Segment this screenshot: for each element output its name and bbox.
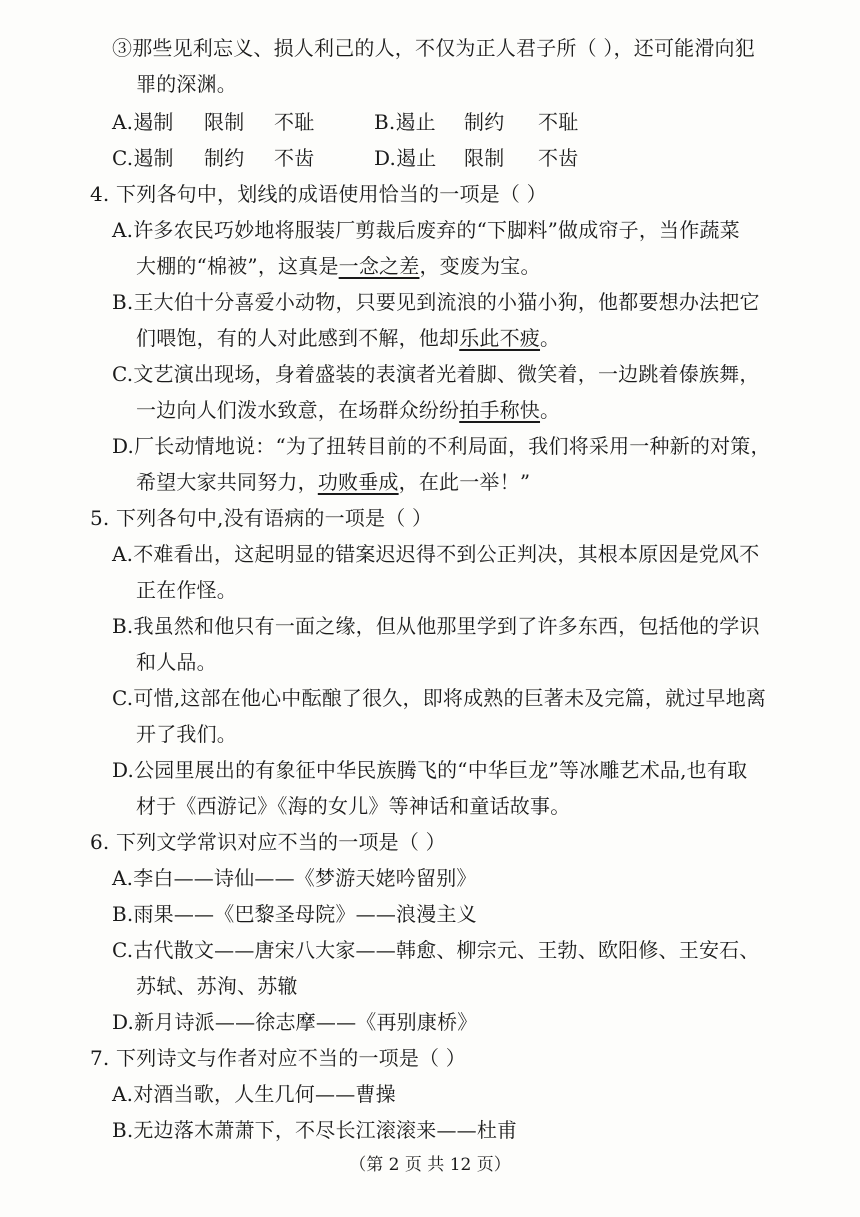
q3-option-d-word3: 不齿 [538,146,579,170]
q3-item3-line1: ③那些见利忘义、损人利己的人，不仅为正人君子所（ ），还可能滑向犯 [112,36,755,60]
q6-stem: 6. 下列文学常识对应不当的一项是（ ） [90,830,446,854]
q3-option-c-word1: C.遏制 [112,146,174,170]
page-number-footer: （第 2 页 共 12 页） [349,1155,511,1175]
q7-option-b: B.无边落木萧萧下，不尽长江滚滚来——杜甫 [112,1118,518,1142]
q4-option-b-line2: 们喂饱，有的人对此感到不解，他却乐此不疲。 [136,326,561,350]
q3-options-row-1 [112,108,578,136]
q6-option-d: D.新月诗派——徐志摩——《再别康桥》 [112,1010,478,1034]
q3-option-a-word3: 不耻 [274,110,315,134]
q3-item3-line2: 罪的深渊。 [136,72,237,96]
q5-stem: 5. 下列各句中,没有语病的一项是（ ） [90,506,433,530]
q5-option-c-line2: 开了我们。 [136,722,237,746]
q3-option-b-word3: 不耻 [538,110,579,134]
q6-option-a: A.李白——诗仙——《梦游天姥吟留别》 [112,866,477,890]
q4-option-c-line1: C.文艺演出现场，身着盛装的表演者光着脚、微笑着，一边跳着傣族舞， [112,362,760,386]
q4-option-a-line2: 大棚的“棉被”，这真是一念之差，变废为宝。 [136,254,541,278]
q6-option-c-line2: 苏轼、苏洵、苏辙 [136,974,298,998]
q4-option-a-line1: A.许多农民巧妙地将服装厂剪裁后废弃的“下脚料”做成帘子，当作蔬菜 [112,218,740,242]
q6-option-b: B.雨果——《巴黎圣母院》——浪漫主义 [112,902,477,926]
q4-option-d-line1: D.厂长动情地说：“为了扭转目前的不利局面，我们将采用一种新的对策， [112,434,771,458]
q4-option-b-line1: B.王大伯十分喜爱小动物，只要见到流浪的小猫小狗，他都要想办法把它 [112,290,760,314]
q4-stem: 4. 下列各句中，划线的成语使用恰当的一项是（ ） [90,182,547,206]
q3-option-d-word2: 限制 [464,146,505,170]
q3-option-d-word1: D.遏止 [374,146,437,170]
q4-option-c-idiom: 拍手称快 [459,398,541,422]
q4-option-d-idiom: 功败垂成 [317,470,399,494]
q3-option-a-word2: 限制 [204,110,245,134]
q6-option-c-line1: C.古代散文——唐宋八大家——韩愈、柳宗元、王勃、欧阳修、王安石、 [112,938,760,962]
q7-option-a: A.对酒当歌，人生几何——曹操 [112,1082,396,1106]
q3-option-b-word2: 制约 [464,110,505,134]
q4-option-d-line2: 希望大家共同努力，功败垂成，在此一举！” [136,470,531,494]
q5-option-c-line1: C.可惜,这部在他心中酝酿了很久，即将成熟的巨著未及完篇，就过早地离 [112,686,767,710]
q7-stem: 7. 下列诗文与作者对应不当的一项是（ ） [90,1046,466,1070]
q4-option-b-idiom: 乐此不疲 [459,326,541,350]
q5-option-d-line2: 材于《西游记》《海的女儿》等神话和童话故事。 [136,794,571,818]
q3-options-row-2 [112,144,578,172]
q4-option-c-line2: 一边向人们泼水致意，在场群众纷纷拍手称快。 [136,398,561,422]
q3-option-c-word2: 制约 [204,146,245,170]
q3-option-b-word1: B.遏止 [374,110,436,134]
q5-option-a-line2: 正在作怪。 [136,578,237,602]
q3-option-a-word1: A.遏制 [112,110,174,134]
q5-option-b-line1: B.我虽然和他只有一面之缘，但从他那里学到了许多东西，包括他的学识 [112,614,760,638]
q4-option-a-idiom: 一念之差 [338,254,420,278]
q5-option-b-line2: 和人品。 [136,650,217,674]
q5-option-a-line1: A.不难看出，这起明显的错案迟迟得不到公正判决，其根本原因是党风不 [112,542,760,566]
q5-option-d-line1: D.公园里展出的有象征中华民族腾飞的“中华巨龙”等冰雕艺术品,也有取 [112,758,748,782]
q3-option-c-word3: 不齿 [274,146,315,170]
